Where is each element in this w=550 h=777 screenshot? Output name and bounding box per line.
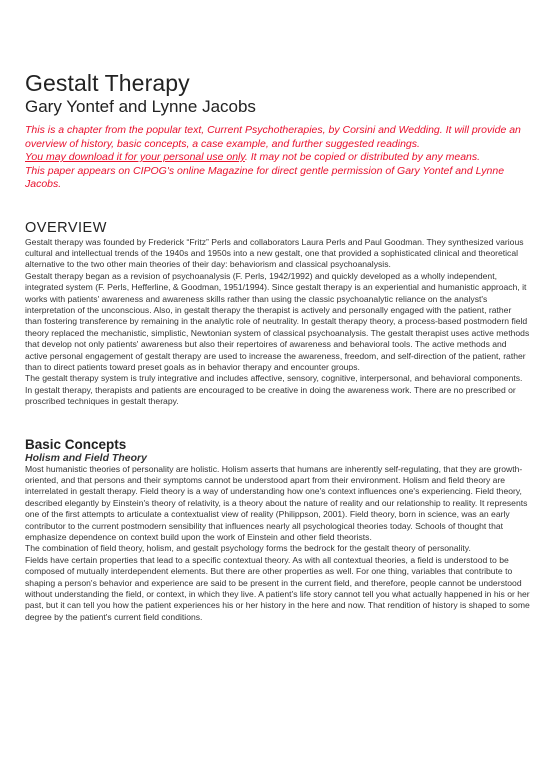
basic-concepts-section	[25, 464, 530, 624]
paragraph: Most humanistic theories of personality are holistic. Holism asserts that humans are inherently self-regulating, that they are growth-oriented, and that persons and their symptoms cannot be understood apart from their environment. Holism and field theory are interrelated in gestalt therapy. Field theory is a way of understanding how one's context influences one's experiencing. Field theory, described elegantly by Einstein's theory of relativity, is a theory about the nature of reality and our relationship to reality. It represents one of the first attempts to articulate a contextualist view of reality (Philippson, 2001). Field theory, born in science, was an early contributor to the current postmodern sensibility that influences nearly all psychological theories today. Schools of thought that emphasize dependence on context build upon the work of Einstein and other field theorists.	[25, 463, 528, 543]
paragraph: Fields have certain properties that lead to a specific contextual theory. As with all contextual theories, a field is understood to be composed of mutually interdependent elements. But there are other properties as well. For one thing, variables that contribute to shaping a person's behavior and experience are said to be present in the current field, and therefore, people cannot be understood without understanding the field, or context, in which they live. A patient's life story cannot tell you what actually happened in his or her past, but it can tell you how the patient experiences his or her history in the here and now. That rendition of history is shaped to some degree by the patient's current field conditions.	[25, 554, 530, 622]
document-page	[25, 70, 530, 623]
holism-field-theory-subheading: Holism and Field Theory	[25, 451, 147, 464]
overview-heading: OVERVIEW	[25, 219, 107, 236]
download-notice-rest: . It may not be copied or distributed by any means.	[244, 151, 481, 163]
paragraph: The gestalt therapy system is truly integrative and includes affective, sensory, cognitive, interpersonal, and behavioral components. In gestalt therapy, therapists and patients are encouraged to be creative in doing the awareness work. There are no prescribed or proscribed techniques in gestalt therapy.	[25, 373, 523, 407]
document-authors: Gary Yontef and Lynne Jacobs	[25, 97, 256, 116]
paragraph: Gestalt therapy was founded by Frederick “Fritz” Perls and collaborators Laura Perls and Paul Goodman. They synthesized various cultural and intellectual trends of the 1940s and 1950s into a new gestalt, one that provided a sophisticated clinical and theoretical alternative to the two other main theories of their day: behaviorism and classical psychoanalysis.	[25, 236, 524, 270]
intro-notice	[25, 124, 530, 192]
download-notice	[25, 151, 530, 165]
document-title: Gestalt Therapy	[25, 70, 190, 96]
download-link[interactable]: You may download it for your personal use only	[25, 151, 245, 163]
paragraph: Gestalt therapy began as a revision of psychoanalysis (F. Perls, 1942/1992) and quickly developed as a wholly independent, integrated system (F. Perls, Hefferline, & Goodman, 1951/1994). Since gestalt therapy is an experiential and humanistic approach, it works with patients' awareness and awareness skills rather than using the classic psychoanalytic reliance on the analyst's interpretation of the unconscious. Also, in gestalt therapy the therapist is actively and personally engaged with the patient, rather than fostering transference by remaining in the analytic role of neutrality. In gestalt therapy theory, a process-based postmodern field theory replaced the mechanistic, simplistic, Newtonian system of classical psychoanalysis. The gestalt therapist uses active methods that develop not only patients' awareness but also their repertoires of awareness and behavioral tools. The active methods and active personal engagement of gestalt therapy are used to increase the awareness, freedom, and self-direction of the patient, rather than to direct patients toward preset goals as in behavior therapy and encounter groups.	[25, 270, 530, 372]
overview-section	[25, 237, 530, 408]
permission-notice: This paper appears on CIPOG's online Magazine for direct gentle permission of Gary Yontef and Lynne Jacobs.	[25, 164, 505, 190]
intro-text: This is a chapter from the popular text, Current Psychotherapies, by Corsini and Wedding. It will provide an overview of history, basic concepts, a case example, and further suggested readings.	[25, 124, 521, 150]
paragraph: The combination of field theory, holism, and gestalt psychology forms the bedrock for the gestalt theory of personality.	[25, 543, 471, 554]
basic-concepts-heading: Basic Concepts	[25, 436, 127, 452]
